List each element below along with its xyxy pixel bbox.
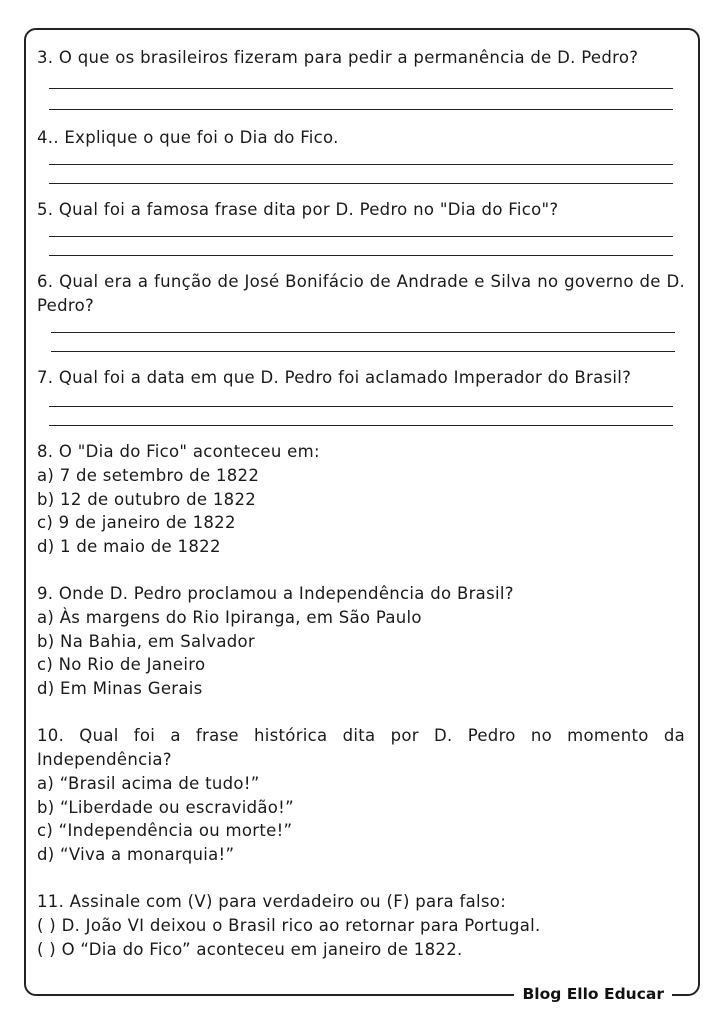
option-b: b) “Liberdade ou escravidão!”: [37, 797, 294, 817]
question-8: [37, 440, 685, 582]
option-a: a) Às margens do Rio Ipiranga, em São Paulo: [37, 608, 422, 627]
option-d: d) 1 de maio de 1822: [37, 536, 221, 556]
option-c: c) 9 de janeiro de 1822: [37, 513, 236, 532]
question-6: [37, 270, 685, 366]
option-b: b) Na Bahia, em Salvador: [37, 631, 255, 651]
option-d: d) “Viva a monarquia!”: [37, 844, 235, 864]
question-text: 4.. Explique o que foi o Dia do Fico.: [37, 128, 339, 147]
statement-1: ( ) D. João VI deixou o Brasil rico ao retornar para Portugal.: [37, 916, 541, 935]
option-a: a) “Brasil acima de tudo!”: [37, 774, 260, 793]
question-4: [37, 126, 685, 198]
statement-2: ( ) O “Dia do Fico” aconteceu em janeiro de 1822.: [37, 939, 463, 959]
option-c: c) “Independência ou morte!”: [37, 821, 293, 840]
question-5: [37, 198, 685, 270]
answer-line: [49, 109, 673, 110]
answer-line: [51, 351, 675, 352]
question-7: [37, 366, 685, 440]
blog-brand-label: Blog Ello Educar: [514, 985, 672, 1003]
question-11: [37, 890, 685, 961]
answer-line: [49, 236, 673, 237]
question-3: [37, 46, 685, 126]
answer-line: [49, 88, 673, 89]
option-c: c) No Rio de Janeiro: [37, 655, 206, 674]
question-text: 10. Qual foi a frase histórica dita por D. Pedro no momento da Independência?: [37, 726, 685, 769]
worksheet: [37, 46, 685, 961]
option-d: d) Em Minas Gerais: [37, 678, 203, 698]
question-text: 8. O "Dia do Fico" aconteceu em:: [37, 442, 320, 461]
answer-line: [51, 332, 675, 333]
answer-line: [49, 425, 673, 426]
question-text: 11. Assinale com (V) para verdadeiro ou (F) para falso:: [37, 892, 507, 911]
answer-line: [49, 183, 673, 184]
answer-line: [49, 255, 673, 256]
answer-line: [49, 164, 673, 165]
question-text: 6. Qual era a função de José Bonifácio de Andrade e Silva no governo de D. Pedro?: [37, 272, 685, 315]
question-text: 5. Qual foi a famosa frase dita por D. Pedro no "Dia do Fico"?: [37, 200, 559, 219]
option-a: a) 7 de setembro de 1822: [37, 466, 260, 485]
answer-line: [49, 406, 673, 407]
question-text: 9. Onde D. Pedro proclamou a Independência do Brasil?: [37, 584, 514, 603]
question-text: 7. Qual foi a data em que D. Pedro foi aclamado Imperador do Brasil?: [37, 368, 632, 387]
question-9: [37, 582, 685, 724]
option-b: b) 12 de outubro de 1822: [37, 489, 257, 509]
question-text: 3. O que os brasileiros fizeram para pedir a permanência de D. Pedro?: [37, 48, 639, 67]
question-10: [37, 724, 685, 890]
